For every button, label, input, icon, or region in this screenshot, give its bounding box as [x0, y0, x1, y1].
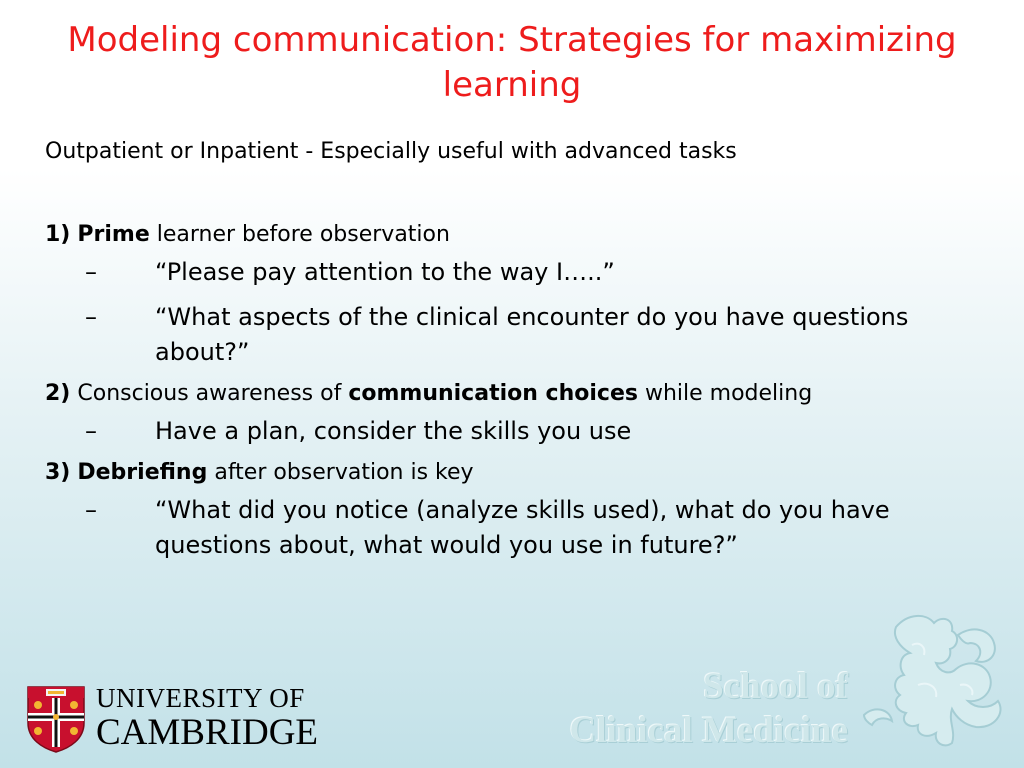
point-2-pre: Conscious awareness of — [70, 381, 349, 406]
sub-text: “What aspects of the clinical encounter do you have questions about?” — [155, 303, 909, 366]
point-3-text: after observation is key — [207, 460, 474, 485]
point-3 — [45, 459, 1005, 487]
cambridge-shield-icon — [26, 685, 86, 753]
sub-text: “Please pay attention to the way I…..” — [155, 258, 615, 286]
point-3-sub-1 — [45, 493, 1005, 563]
point-2-text: while modeling — [637, 381, 813, 406]
point-1-text: learner before observation — [149, 222, 450, 247]
lion-emblem-icon — [856, 605, 1016, 755]
slide-body — [45, 137, 1005, 573]
point-1 — [45, 221, 1005, 249]
university-logo — [26, 683, 356, 755]
sub-text: Have a plan, consider the skills you use — [155, 417, 632, 445]
school-wordmark — [570, 665, 849, 753]
university-line-1: UNIVERSITY OF — [96, 683, 305, 713]
university-line-2: CAMBRIDGE — [96, 712, 319, 753]
point-2-keyword: communication choices — [348, 381, 638, 406]
point-2-number: 2) — [45, 381, 71, 406]
slide-title: Modeling communication: Strategies for maximizing learning — [67, 20, 957, 105]
sub-text: “What did you notice (analyze skills used), what do you have questions about, what would you use in future?” — [155, 496, 890, 559]
point-1-keyword: Prime — [77, 222, 150, 247]
school-line-2: Clinical Medicine — [569, 710, 848, 751]
point-2 — [45, 380, 1005, 408]
dash-bullet: – — [85, 496, 97, 524]
point-3-number: 3) — [45, 460, 71, 485]
point-1-sub-1 — [45, 255, 1005, 290]
point-1-number: 1) — [45, 222, 71, 247]
dash-bullet: – — [85, 417, 97, 445]
dash-bullet: – — [85, 303, 97, 331]
dash-bullet: – — [85, 258, 97, 286]
intro-line: Outpatient or Inpatient - Especially useful with advanced tasks — [45, 139, 737, 164]
point-3-keyword: Debriefing — [77, 460, 208, 485]
school-line-1: School of — [703, 666, 848, 707]
point-2-sub-1 — [45, 414, 1005, 449]
point-1-sub-2 — [45, 300, 1005, 370]
